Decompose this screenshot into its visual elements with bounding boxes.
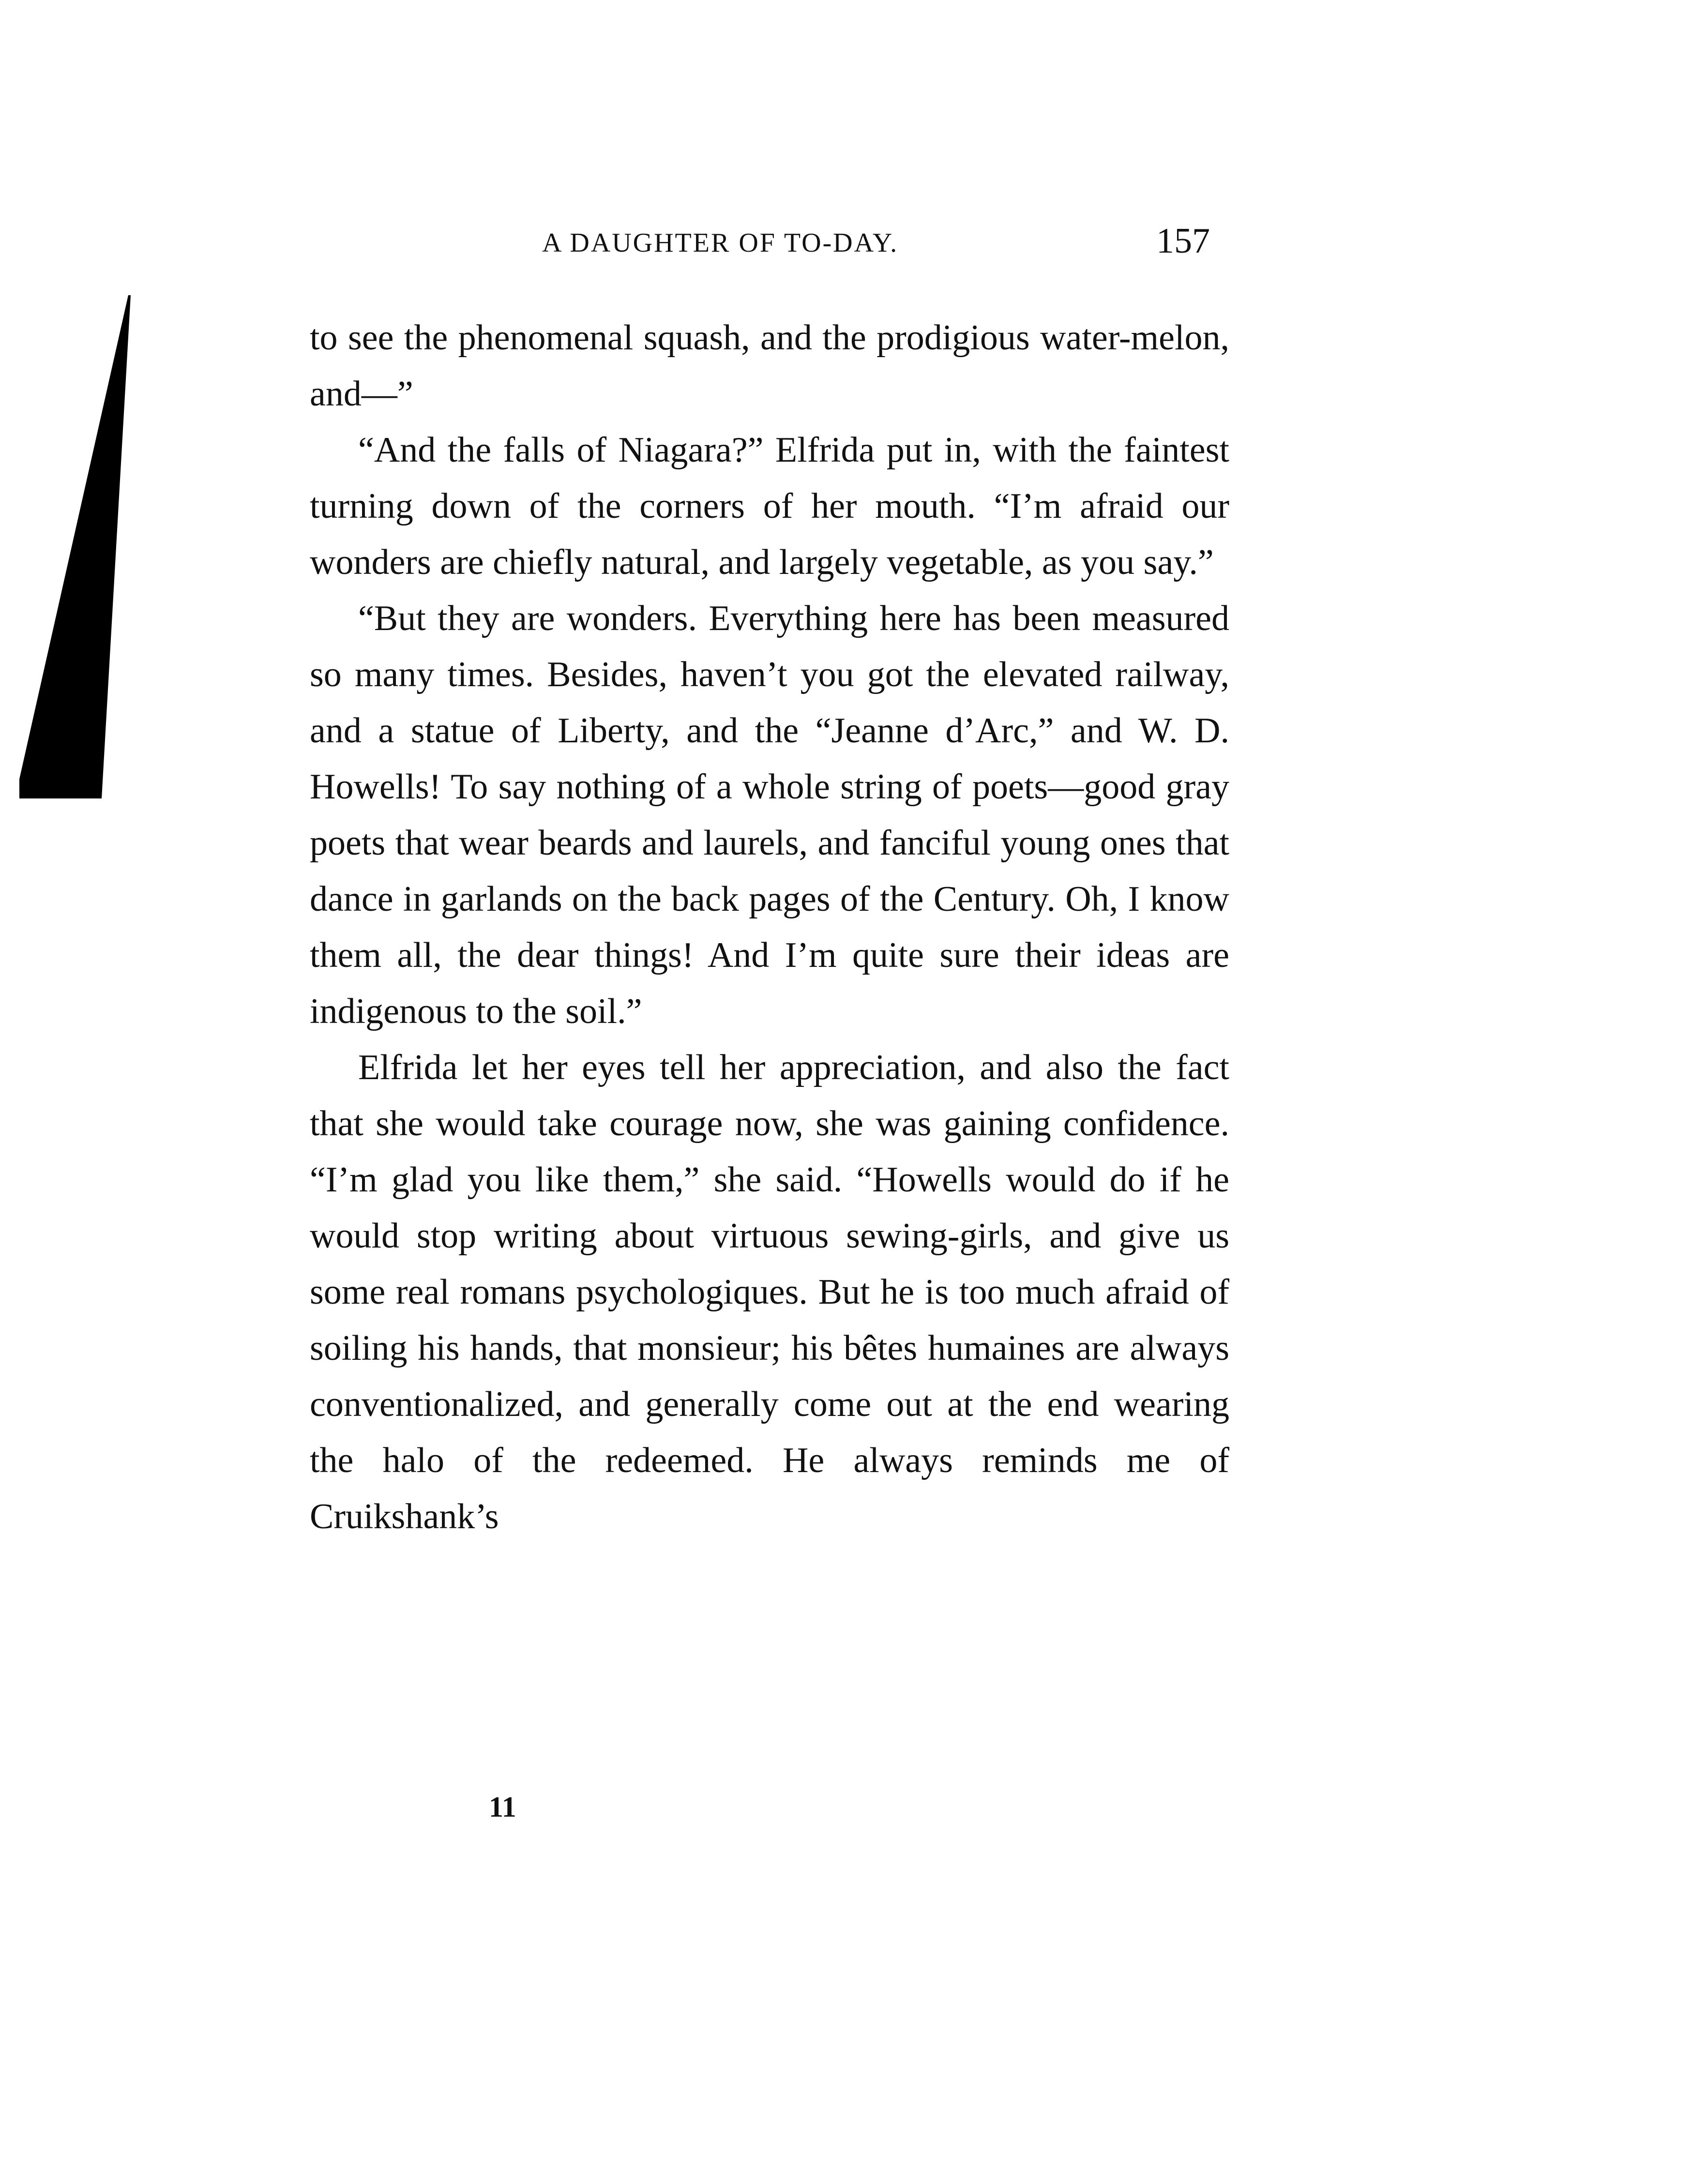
running-title: A DAUGHTER OF TO-DAY. bbox=[542, 228, 899, 258]
signature-mark: 11 bbox=[489, 1791, 516, 1823]
paragraph-4: Elfrida let her eyes tell her appreciation, and also the fact that she would take courage now, she was gaining confidence. “I’m glad you like them,” she said. “Howells would do if he would stop writing about virtuous sewing-girls, and give us some real romans psychologiques. But he is too much afraid of soiling his hands, that monsieur; his bêtes humaines are always conventionalized, and generally come out at the end wearing the halo of the redeemed. He always reminds me of Cruikshank’s bbox=[310, 1048, 1229, 1536]
page-header bbox=[542, 221, 1210, 266]
left-margin-scan-mark bbox=[19, 295, 131, 798]
paragraph-1: to see the phenomenal squash, and the prodigious water-melon, and—” bbox=[310, 318, 1229, 414]
page-number: 157 bbox=[1156, 221, 1210, 261]
body-text bbox=[310, 310, 1229, 1545]
left-margin-scan-mark-shape bbox=[19, 295, 131, 798]
paragraph-3: “But they are wonders. Everything here has been measured so many times. Besides, haven’t you got the elevated railway, and a statue of Liberty, and the “Jeanne d’Arc,” and W. D. Howells! To say nothing of a whole string of poets—good gray poets that wear beards and laurels, and fanciful young ones that dance in garlands on the back pages of the Century. Oh, I know them all, the dear things! And I’m quite sure their ideas are indigenous to the soil.” bbox=[310, 599, 1229, 1031]
paragraph-2: “And the falls of Niagara?” Elfrida put in, with the faintest turning down of the corners of her mouth. “I’m afraid our wonders are chiefly natural, and largely vegetable, as you say.” bbox=[310, 430, 1229, 582]
